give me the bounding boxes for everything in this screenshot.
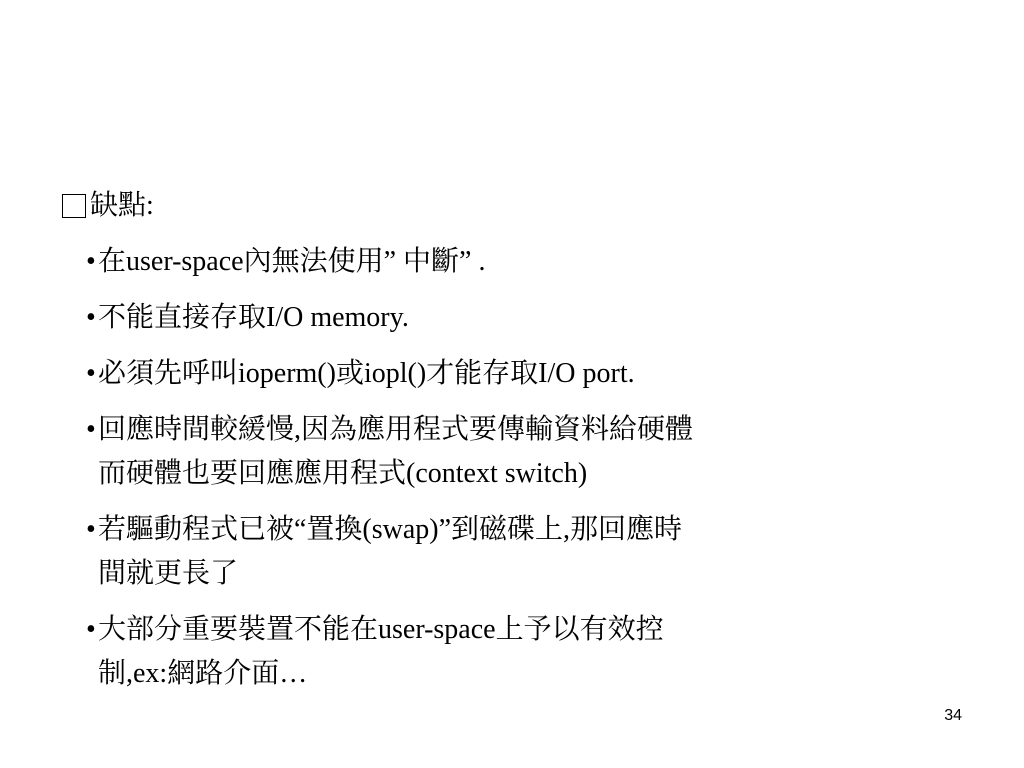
bullet-list — [86, 240, 966, 708]
bullet-dot: • — [86, 414, 96, 445]
bullet-dot: • — [86, 614, 96, 645]
bullet-item — [86, 408, 966, 496]
bullet-dot: • — [86, 358, 96, 389]
bullet-dot: • — [86, 514, 96, 545]
bullet-item — [86, 352, 966, 396]
slide-heading — [62, 186, 154, 226]
empty-square-icon — [62, 194, 86, 218]
bullet-text-continued: 制,ex:網路介面… — [98, 658, 308, 689]
page-number: 34 — [944, 707, 962, 724]
bullet-dot: • — [86, 246, 96, 277]
bullet-dot: • — [86, 302, 96, 333]
bullet-item — [86, 608, 966, 696]
bullet-text: 若驅動程式已被“置換(swap)”到磁碟上,那回應時 — [98, 514, 683, 545]
bullet-text-continued: 而硬體也要回應應用程式(context switch) — [98, 458, 588, 489]
bullet-text: 回應時間較緩慢,因為應用程式要傳輸資料給硬體 — [98, 414, 694, 445]
bullet-item — [86, 508, 966, 596]
bullet-text: 大部分重要裝置不能在user-space上予以有效控 — [98, 614, 664, 645]
heading-text: 缺點: — [90, 190, 154, 221]
bullet-text: 不能直接存取I/O memory. — [98, 302, 409, 333]
bullet-item — [86, 240, 966, 284]
bullet-text: 在user-space內無法使用” 中斷” . — [98, 246, 486, 277]
bullet-text-continued: 間就更長了 — [98, 558, 239, 589]
bullet-item — [86, 296, 966, 340]
bullet-text: 必須先呼叫ioperm()或iopl()才能存取I/O port. — [98, 358, 635, 389]
